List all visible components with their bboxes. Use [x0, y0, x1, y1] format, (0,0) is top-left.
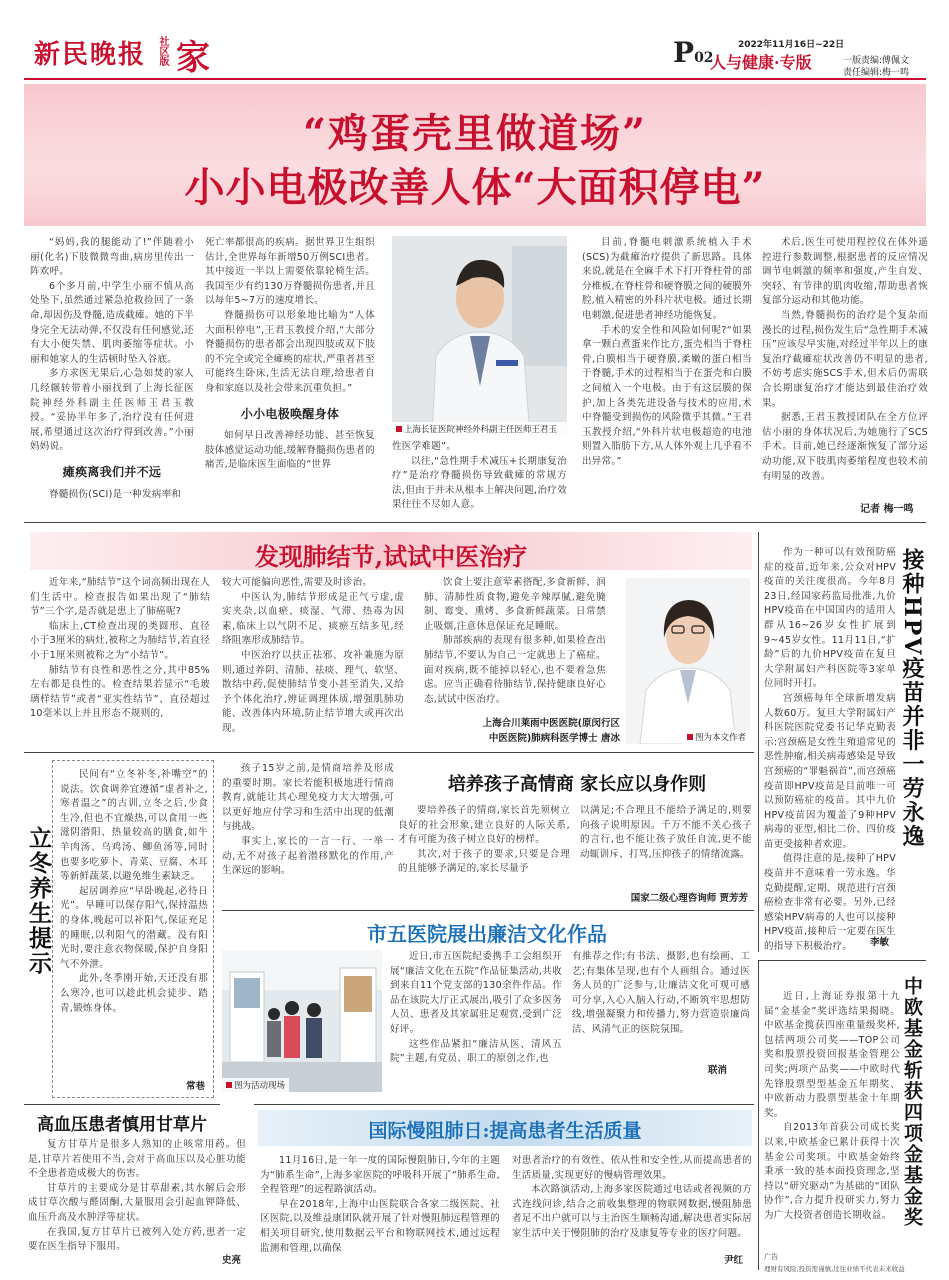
section-rule-fund	[758, 960, 926, 961]
issue-date: 2022年11月16日~22日	[738, 40, 845, 50]
lung-title: 发现肺结节,试试中医治疗	[254, 542, 528, 571]
section-rule-clean	[222, 910, 754, 911]
event-photo-caption: 图为活动现场	[222, 1078, 289, 1092]
author-photo-caption: 图为本文作者	[683, 730, 750, 744]
copd-title-bar	[258, 1110, 752, 1146]
doctor-photo	[392, 236, 567, 436]
author-photo	[626, 578, 750, 744]
doctor-photo-caption: 上海长征医院神经外科副主任医师王君玉	[392, 422, 567, 436]
parent-col-3: 以满足;不合理且不能给予满足的,则要向孩子说明原因。千万不能不关心孩子的言行,也不能让孩子放任自流,更不能动辄训斥、打骂,压抑孩子的情绪流露。	[580, 805, 752, 860]
lead-col-4: 目前,脊髓电刺激系统植入手术(SCS)为截瘫治疗提供了新思路。具体来说,就是在全麻手术下打开脊柱骨的部分椎板,在脊柱骨和硬脊膜之间的硬膜外腔,植入精密的外科片状电极。通过长期电刺激,促进患者神经功能恢复。 手术的安全性和风险如何呢?“如果拿一颗白煮蛋来作比方,蛋壳相当于脊柱骨,白膜相当于硬脊膜,柔嫩的蛋白相当于脊髓,手术的过程相当于在蛋壳和白膜之间植入一个电极。由于有这层膜的保护,加上各类先进设备与技术的应用,术中脊髓受到损伤的风险微乎其微。”王君玉教授介绍,“外科片状电极超造的电池则置入脂肪下方,从人体外观上几乎看不出异常。”	[582, 237, 752, 467]
caption-marker-icon	[396, 426, 402, 432]
lead-col-3: 性医学难题”。 以往,“急性期手术减压+长期康复治疗”是治疗脊髓损伤导致截瘫的常规方法,但由于并未从根本上解决问题,治疗效果往往不尽如人意。	[392, 441, 567, 511]
caption-marker-icon	[687, 734, 693, 740]
section-rule-licorice	[24, 1104, 220, 1105]
ad-label: 广告	[764, 1253, 778, 1261]
clean-title: 市五医院展出廉洁文化作品	[367, 922, 607, 946]
event-photo	[222, 950, 382, 1092]
parent-col-2: 要培养孩子的情商,家长首先须树立良好的社会形象,建立良好的人际关系,才有可能为孩子树立良好的榜样。 其次,对于孩子的要求,只要是合理的且能够予满足的,家长尽量予	[398, 805, 570, 875]
fund-text: 近日,上海证券报第十九届“金基金”奖评选结果揭晓。中欧基金揽获四座重量级奖杯,包括两项公司奖——TOP公司奖和股票投资回报基金管理公司奖;两项产品奖——中欧时代先锋股票型型基金五年期奖、中欧新动力股票型基金十年期奖。 自2013年首获公司成长奖以来,中欧基金已累计获得十次基金公司奖项。中欧基金始终秉承一致的基本面投资理念,坚持以“研究驱动”为基础的“团队协作”,合力提升投研实力,努力为广大投资者创造长期收益。	[764, 991, 900, 1221]
lead-title-line1: “鸡蛋壳里做道场”	[302, 110, 647, 157]
parent-col-1: 孩子15岁之前,是情商培养及形成的重要时期。家长若能积极地进行情商教育,就能让其心理免疫力大大增强,可以更好地应付学习和生活中出现的低潮与挑战。 事实上,家长的一言一行、一举一动,无不对孩子起着潜移默化的作用,产生深远的影响。	[222, 763, 394, 877]
right-col-divider	[758, 532, 759, 952]
editor-2: 责任编辑:梅一鸣	[843, 68, 910, 78]
masthead-rule	[24, 78, 926, 80]
lead-col-2: 死亡率都很高的疾病。据世界卫生组织估计,全世界每年新增50万例SCI患者。其中接近一半以上需要依靠轮椅生活。我国至少有约130万脊髓损伤患者,并且以每年5~7万的速度增长。 脊髓损伤可以形象地比喻为“人体大面积停电”,王君玉教授介绍,“大部分脊髓损伤的患者都会出现四肢或双下肢的不完全或完全瘫痪的症状,严重者甚至可能终生卧床,生活无法自理,给患者自身和家庭以及社会带来沉重负担。” 小小电极唤醒身体 如何早日改善神经功能、甚至恢复肢体感觉运动功能,缓解脊髓损伤患者的痛苦,是临床医生面临的“世界	[205, 237, 375, 471]
caption-marker-icon	[226, 1082, 232, 1088]
copd-title: 国际慢阻肺日:提高患者生活质量	[368, 1120, 642, 1142]
copd-col-1: 11月16日,是一年一度的国际慢阻肺日,今年的主题为“肺系生命”,上海多家医院的呼吸科开展了“肺系生命,全程管理”的远程路演活动。 早在2018年,上海中山医院联合各家二级医院、社区医院,以及维益康团队就开展了针对慢阻肺远程管理的相关项目研究,使用数据云平台和物联网技术,通过远程监测和管理,以确保	[260, 1155, 500, 1254]
lung-col-2: 较大可能偏向恶性,需要及时诊治。 中医认为,肺结节形成是正气亏虚,虚实夹杂,以血瘀、痰湿、气滞、热毒为因素,临床上以气阴不足、痰瘀互结多见,经络阻塞形成肺结节。 中医治疗以扶正祛邪、攻补兼施为原则,通过养阴、清肺、祛痰、理气、软坚、散结中药,促使肺结节变小甚至消失,又给予个体化治疗,辨证调理体质,增强肌肺功能、改善体内环境,防止结节增大或再次出现。	[222, 577, 404, 734]
lead-col-5: 术后,医生可使用程控仪在体外遥控进行参数调整,根据患者的反应情况调节电刺激的频率和强度,产生自发、突轻、有节律的肌肉收缩,帮助患者恢复部分运动和其他功能。 当然,脊髓损伤的治疗是个复杂而漫长的过程,损伤发生后“急性期手术减压”应该尽早实施,对经过半年以上的康复治疗截瘫症状改善仍不明显的患者,不妨考虑实施SCS手术,但术后仍需联合长期康复治疗才能达到最佳治疗效果。 据悉,王君玉教授团队在全方位评估小丽的身体状况后,为她施行了SCS手术。目前,她已经逐渐恢复了部分运动功能,双下肢肌肉萎缩程度也较术前有明显的改善。	[762, 237, 928, 482]
clean-col-1: 近日,市五医院纪委携手工会组织开展“廉洁文化在五院”作品征集活动,共收到来自11个党支部的130余件作品。作品在该院大厅正式展出,吸引了众多医务人员、患者及其家属驻足观赏,受到广泛好评。 这些作品紧扣“廉洁从医、清风五院”主题,有党员、职工的原创之作,也	[390, 951, 562, 1065]
section-name: 人与健康·专版	[710, 53, 812, 72]
clean-col-2: 有推荐之作;有书法、摄影,也有绘画、工艺;有集体呈现,也有个人画组合。通过医务人员的广泛参与,让廉洁文化可观可感可分享,入心入脑入行动,不断筑牢思想防线,增强凝聚力和传播力,努力营造崇廉尚洁、风清气正的医院氛围。	[572, 951, 750, 1035]
lead-bottom-rule	[24, 522, 926, 523]
lung-col-1: 近年来,“肺结节”这个词高频出现在人们生活中。检查报告如果出现了“肺结节”三个字,是否就是患上了肺癌呢? 临床上,CT检查出现的类圆形、直径小于3厘米的病灶,被称之为肺结节,若直径小于1厘米则被称之为“小结节”。 肺结节有良性和恶性之分,其中85%左右都是良性的。检查结果若显示“毛玻璃样结节”或者“亚实性结节”、直径超过10毫米以上并且形态不规则的,	[30, 577, 210, 720]
newspaper-logo: 新民晚报	[34, 40, 147, 70]
fund-title: 中欧基金斩获四项金基金奖	[901, 976, 923, 1228]
author-portrait-illustration	[626, 578, 750, 744]
hpv-text: 作为一种可以有效预防癌症的疫苗,近年来,公众对HPV疫苗的关注度很高。今年8月23日,经国家药监局批准,九价HPV疫苗在中国国内的适用人群从16~26岁女性扩展到9~45岁女性。11月11日,“扩龄”后的九价HPV疫苗在复旦大学附属妇产科医院等3家单位同时开打。 宫颈癌每年全球新增发病人数60万。复旦大学附属妇产科医院医院党委书记华克勤表示:宫颈癌是女性生殖道常见的恶性肿瘤,相关病毒感染是导致宫颈癌的“罪魁祸首”,而宫颈癌疫苗即HPV疫苗是目前唯一可以预防癌症的疫苗。其中九价HPV疫苗因为覆盖了9种HPV病毒的亚型,相比二价、四价疫苗更受接种者欢迎。 值得注意的是,接种了HPV疫苗并不意味着一劳永逸。华克勤提醒,定期、规范进行宫颈癌检查非常有必要。另外,已经感染HPV病毒的人也可以接种HPV疫苗,接种后一定要在医生的指导下积极治疗。	[764, 547, 896, 953]
winter-text: 民间有“立冬补冬,补嘴空”的说法。饮食调养宜遵循“虚者补之,寒者温之”的古训,立冬之后,少食生冷,但也不宜燥热,可以食用一些滋阴潜阳、热量较高的膳食,如牛羊肉汤、乌鸡汤、鲫鱼汤等,同时也要多吃萝卜、青菜、豆腐、木耳等新鲜蔬菜,以避免维生素缺乏。 起居调养应“早卧晚起,必待日光”。早睡可以保存阳气,保持温热的身体,晚起可以补阳气,保证充足的睡眠,以利阳气的潜藏。没有阳光时,要注意衣物保暖,保护自身阳气不外泄。 此外,冬季刚开始,天还没有那么寒冷,也可以趁此机会徒步、踏青,锻炼身体。	[60, 769, 208, 1014]
masthead	[18, 28, 931, 78]
lung-title-bar	[30, 532, 752, 570]
licorice-text: 复方甘草片是很多人熟知的止咳常用药。但是,甘草片若使用不当,会对于高血压以及心脏功能不全患者造成极大的伤害。 甘草片的主要成分是甘草甜素,其水解后会形成甘草次酸与醛固酮,大量服用会引起血钾降低、血压升高及水肿浮等症状。 在我国,复方甘草片已被列入处方药,患者一定要在医生指导下服用。	[28, 1139, 246, 1253]
page-number: P02	[673, 36, 714, 69]
lead-col-1: “妈妈,我的腿能动了!”伴随着小丽(化名)下肢微微弯曲,病房里传出一阵欢呼。 6个多月前,中学生小丽不慎从高处坠下,虽然通过紧急抢救捡回了一条命,却因伤及脊髓,造成截瘫。她的下半身完全无法动弹,不仅没有任何感觉,还有大小便失禁、肌肉萎缩等症状。小丽和她家人的生活顿时坠入谷底。 多方求医无果后,心急如焚的家人几经辗转带着小丽找到了上海长征医院神经外科副主任医师王君玉教授。“妥协半年多了,治疗没有任何进展,希望通过这次治疗得到改善。”小丽妈妈说。 瘫痪离我们并不远 脊髓损伤(SCI)是一种发病率和	[30, 237, 194, 500]
winter-title: 立冬养生提示	[25, 826, 52, 976]
lung-author: 上海合川莱雨中医医院(原闵行区 中医医院)肺病科医学博士 唐冰	[482, 718, 620, 744]
licorice-title: 高血压患者慎用甘草片	[37, 1115, 207, 1135]
edition-label: 社区版	[157, 36, 168, 66]
doctor-portrait-illustration	[392, 236, 567, 436]
fund-disclaimer: 理财有风险,投资需谨慎,过往业绩不代表未来收益	[764, 1265, 905, 1273]
family-seal: 家	[176, 38, 210, 78]
hpv-title: 接种HPV疫苗并非一劳永逸	[899, 548, 925, 849]
parent-title: 培养孩子高情商 家长应以身作则	[447, 774, 707, 795]
fund-divider	[758, 960, 759, 1270]
event-scene-illustration	[222, 950, 382, 1092]
section-rule-mid	[24, 752, 754, 753]
lead-subhead-2: 小小电极唤醒身体	[240, 406, 340, 421]
editor-1: 一版责编:傅佩文	[843, 56, 910, 66]
lead-title-line2: 小小电极改善人体“大面积停电”	[184, 164, 766, 211]
lead-subhead-1: 瘫痪离我们并不远	[62, 464, 162, 479]
licorice-author: 史亮	[222, 1255, 242, 1266]
lung-col-3: 饮食上要注意荤素搭配,多食新鲜、润肺、清肺性质食物,避免辛辣厚腻,避免腌制、霉变、熏烤、多食新鲜蔬菜。日常禁止吸烟,注意休息保证充足睡眠。 肺部疾病的表现有很多种,如果检查出肺结节,不要认为自己一定就患上了癌症。面对疾病,既不能掉以轻心,也不要着急焦虑。应当正确看待肺结节,保持健康良好心态,试试中医治疗。	[424, 577, 606, 705]
copd-author: 尹红	[724, 1255, 744, 1266]
lead-banner	[24, 84, 926, 226]
section-rule-copd	[254, 1104, 754, 1105]
clean-author: 联消	[708, 1065, 728, 1076]
hpv-author: 李敏	[870, 937, 890, 948]
parent-author: 国家二级心理咨询师 贾芳芳	[630, 893, 748, 904]
lead-reporter: 记者 梅一鸣	[860, 504, 914, 515]
copd-col-2: 对患者治疗的有效性、依从性和安全性,从而提高患者的生活质量,实现更好的慢病管理效果。 本次路演活动,上海多家医院通过电话或者视频的方式连线问诊,结合之前收集整理的物联网数据,慢阻肺患者足不出户就可以与主治医生顺畅沟通,解决患者实际居家生活中关于慢阻肺的治疗及康复等专业的医疗问题。	[512, 1155, 752, 1239]
winter-author: 常巷	[186, 1081, 206, 1092]
